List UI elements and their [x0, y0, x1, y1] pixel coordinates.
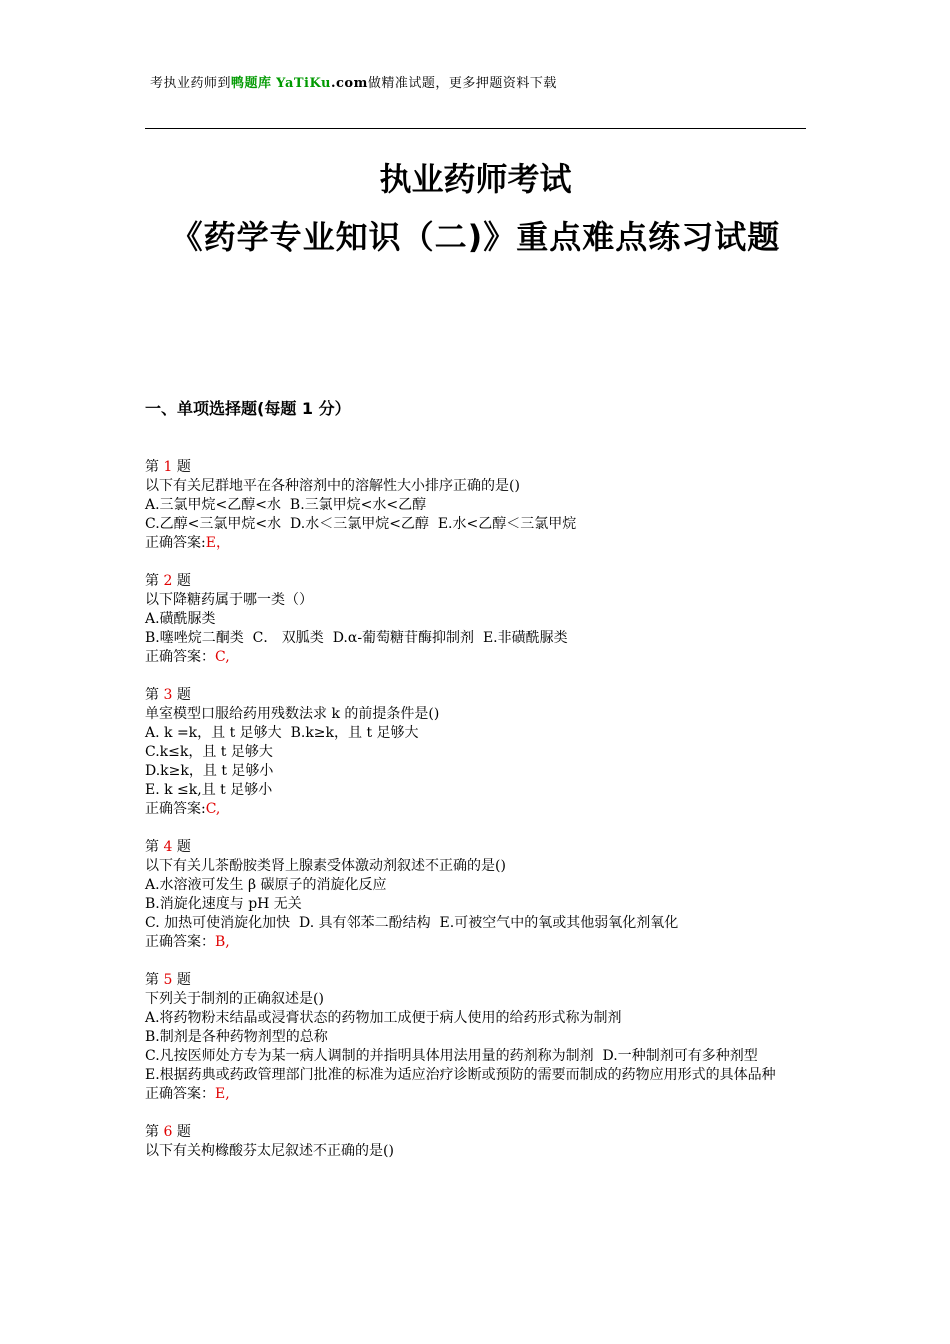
question-number — [145, 686, 807, 705]
answer-value: C, — [205, 801, 221, 817]
question-number — [145, 458, 807, 477]
option-line: A.磺酰脲类 — [145, 611, 216, 627]
option-line: A.将药物粉末结晶或浸膏状态的药物加工成便于病人使用的给药形式称为制剂 — [145, 1010, 622, 1026]
option-line: B.消旋化速度与 pH 无关 — [145, 896, 302, 912]
option-line: B.噻唑烷二酮类 ﻿ C． 双胍类 ﻿ D.α-葡萄糖苷酶抑制剂 ﻿ E.非磺酰脲类 — [145, 630, 568, 646]
answer-label: 正确答案： — [145, 649, 215, 665]
option-line: C.凡按医师处方专为某一病人调制的并指明具体用法用量的药剂称为制剂 ﻿ D.一种制剂可有多种剂型 — [145, 1048, 758, 1064]
question-number-value: 1 — [163, 459, 173, 475]
option-line: E. k ≤k,且 t 足够小 — [145, 782, 273, 798]
question-stem: 以下有关儿茶酚胺类肾上腺素受体激动剂叙述不正确的是() — [145, 858, 506, 874]
question-stem: 以下降糖药属于哪一类（） — [145, 592, 313, 608]
option-line: D.k≥k，且 t 足够小 — [145, 763, 274, 779]
answer-label: 正确答案: — [145, 801, 206, 817]
answer-label: 正确答案： — [145, 934, 215, 950]
question-number-prefix: 第 — [145, 1124, 164, 1140]
section-title: 一、单项选择题(每题 1 分） — [145, 399, 351, 418]
question-number-value: 5 — [163, 972, 173, 988]
document-title — [145, 150, 806, 261]
question-number — [145, 1123, 807, 1142]
option-line: C.乙醇<三氯甲烷<水 ﻿ D.水＜三氯甲烷<乙醇 ﻿ E.水<乙醇＜三氯甲烷 — [145, 516, 577, 532]
question-item — [145, 971, 807, 1104]
option-line: B.制剂是各种药物剂型的总称 — [145, 1029, 328, 1045]
question-number-prefix: 第 — [145, 459, 164, 475]
question-number — [145, 838, 807, 857]
question-stem: 以下有关枸橼酸芬太尼叙述不正确的是() — [145, 1143, 394, 1159]
question-number-value: 4 — [163, 839, 173, 855]
header-divider — [145, 128, 806, 129]
header-suffix: 做精准试题，更多押题资料下载 — [367, 76, 557, 91]
question-number — [145, 971, 807, 990]
brand-dotcom: .com — [330, 76, 368, 91]
brand-domain: YaTiKu — [276, 76, 331, 91]
question-number-suffix: 题 — [172, 972, 191, 988]
header-prefix: 考执业药师到 — [150, 76, 232, 91]
question-number-prefix: 第 — [145, 573, 164, 589]
title-line-2: 《药学专业知识（二)》重点难点练习试题 — [170, 218, 781, 256]
question-number-value: 2 — [163, 573, 173, 589]
question-item — [145, 686, 807, 819]
question-stem: 以下有关尼群地平在各种溶剂中的溶解性大小排序正确的是() — [145, 478, 520, 494]
question-item — [145, 838, 807, 952]
answer-value: E， — [205, 535, 230, 551]
option-line: A.水溶液可发生 β 碳原子的消旋化反应 — [145, 877, 387, 893]
answer-line — [145, 1085, 807, 1104]
question-stem: 下列关于制剂的正确叙述是() — [145, 991, 324, 1007]
answer-value: E, — [215, 1086, 230, 1102]
question-number-prefix: 第 — [145, 687, 164, 703]
question-number-prefix: 第 — [145, 839, 164, 855]
question-number-prefix: 第 — [145, 972, 164, 988]
question-number — [145, 572, 807, 591]
question-item — [145, 572, 807, 667]
answer-value: B, — [215, 934, 230, 950]
answer-value: C, — [215, 649, 230, 665]
question-number-suffix: 题 — [172, 459, 191, 475]
question-stem: 单室模型口服给药用残数法求 k 的前提条件是() — [145, 706, 440, 722]
option-line: A. k =k，且 t 足够大 ﻿ B.k≥k，且 t 足够大 — [145, 725, 419, 741]
option-line: C.k≤k，且 t 足够大 — [145, 744, 273, 760]
site-header — [150, 72, 557, 91]
answer-label: 正确答案: — [145, 535, 206, 551]
question-number-value: 6 — [163, 1124, 173, 1140]
question-item — [145, 458, 807, 553]
question-number-value: 3 — [163, 687, 173, 703]
answer-label: 正确答案： — [145, 1086, 215, 1102]
answer-line — [145, 800, 807, 819]
option-line: C. 加热可使消旋化加快 ﻿ D. 具有邻苯二酚结构 ﻿ E.可被空气中的氧或其他弱氧化剂氧化 — [145, 915, 679, 931]
option-line: E.根据药典或药政管理部门批准的标准为适应治疗诊断或预防的需要而制成的药物应用形式的具体品种 — [145, 1067, 776, 1083]
answer-line — [145, 933, 807, 952]
answer-line — [145, 534, 807, 553]
brand-name: 鸭题库 — [231, 76, 272, 91]
option-line: A.三氯甲烷<乙醇<水 ﻿ B.三氯甲烷<水<乙醇 — [145, 497, 427, 513]
title-line-1: 执业药师考试 — [379, 160, 572, 198]
answer-line — [145, 648, 807, 667]
question-number-suffix: 题 — [172, 687, 191, 703]
question-list — [145, 458, 807, 1180]
question-number-suffix: 题 — [172, 573, 191, 589]
question-item — [145, 1123, 807, 1161]
question-number-suffix: 题 — [172, 1124, 191, 1140]
question-number-suffix: 题 — [172, 839, 191, 855]
